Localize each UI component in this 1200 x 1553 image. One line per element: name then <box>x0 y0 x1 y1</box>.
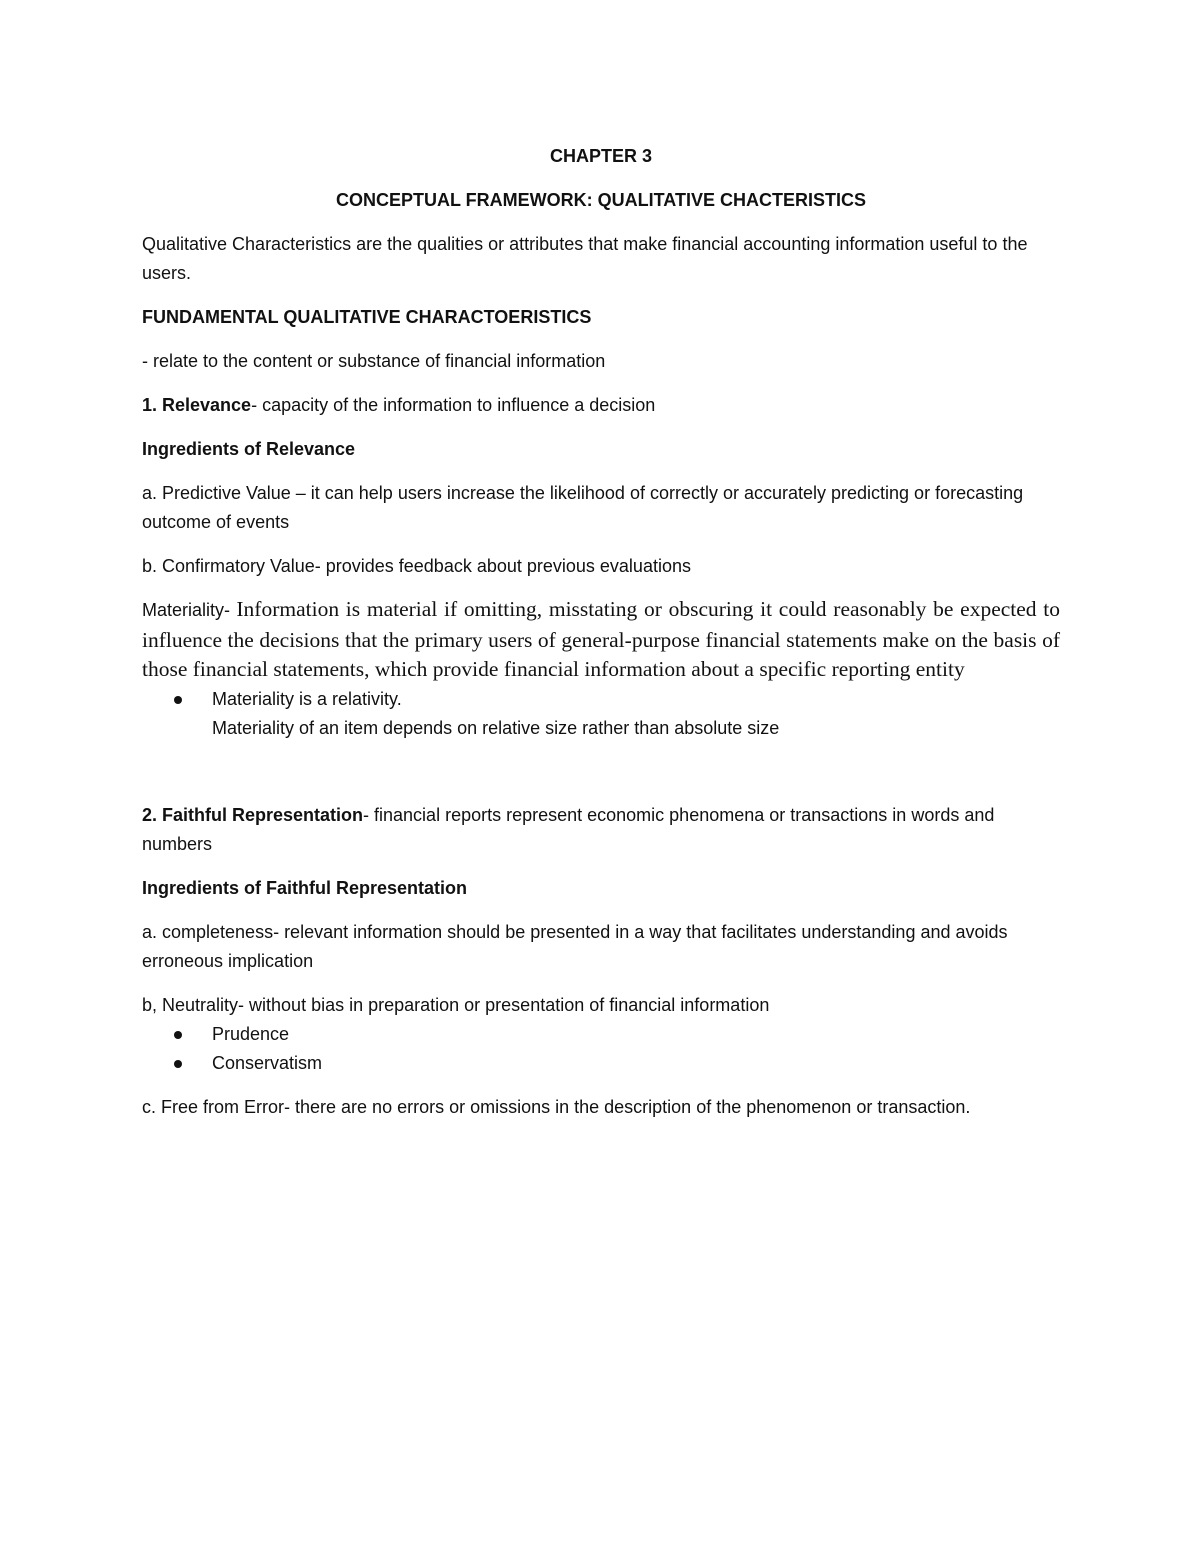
neutrality-paragraph: b, Neutrality- without bias in preparation or presentation of financial information <box>142 994 770 1015</box>
document-page <box>142 142 1060 1122</box>
neutrality-bullet-list <box>142 1020 1060 1078</box>
neutrality-bullet-conservatism: Conservatism <box>212 1052 323 1073</box>
completeness-paragraph: a. completeness- relevant information should be presented in a way that facilitates understanding and avoids erroneous implication <box>142 921 1008 971</box>
intro-paragraph: Qualitative Characteristics are the qualities or attributes that make financial accounting information useful to the users. <box>142 234 1028 283</box>
list-item <box>142 685 1060 743</box>
materiality-text: Information is material if omitting, misstating or obscuring it could reasonably be expected to influence the decisions that the primary users of general-purpose financial statements make on the basis of those financial statements, which provide financial information about a specific reporting entity <box>142 597 1061 681</box>
relevance-paragraph <box>142 391 1060 420</box>
predictive-value-paragraph: a. Predictive Value – it can help users increase the likelihood of correctly or accurately predicting or forecasting outcome of events <box>142 483 1024 532</box>
fundamental-heading: FUNDAMENTAL QUALITATIVE CHARACTOERISTICS <box>142 307 592 327</box>
confirmatory-value-paragraph: b. Confirmatory Value- provides feedback about previous evaluations <box>142 556 691 576</box>
list-item <box>142 1049 1060 1078</box>
chapter-heading: CONCEPTUAL FRAMEWORK: QUALITATIVE CHACTERISTICS <box>336 190 866 210</box>
faithful-description: - financial reports represent economic phenomena or transactions in words and numbers <box>142 804 995 854</box>
bullet-icon <box>174 696 182 704</box>
relevance-description: - capacity of the information to influence a decision <box>251 395 656 415</box>
relevance-label: 1. Relevance <box>142 395 252 415</box>
list-item <box>142 1020 1060 1049</box>
section-spacer <box>142 743 1060 801</box>
materiality-bullet-line2: Materiality of an item depends on relative size rather than absolute size <box>212 717 780 738</box>
ingredients-faithful-heading: Ingredients of Faithful Representation <box>142 877 468 898</box>
bullet-icon <box>174 1060 182 1068</box>
materiality-bullet-list <box>142 685 1060 743</box>
neutrality-bullet-prudence: Prudence <box>212 1023 290 1044</box>
materiality-paragraph <box>142 595 1060 685</box>
fundamental-description: - relate to the content or substance of financial information <box>142 351 606 371</box>
materiality-bullet-line1: Materiality is a relativity. <box>212 688 402 709</box>
chapter-title: CHAPTER 3 <box>549 146 652 166</box>
bullet-icon <box>174 1031 182 1039</box>
ingredients-relevance-heading: Ingredients of Relevance <box>142 439 356 459</box>
faithful-label: 2. Faithful Representation <box>142 804 364 825</box>
faithful-representation-paragraph <box>142 801 1060 859</box>
free-from-error-paragraph: c. Free from Error- there are no errors or omissions in the description of the phenomenon or transaction. <box>142 1096 971 1117</box>
materiality-lead: Materiality- <box>142 600 237 620</box>
